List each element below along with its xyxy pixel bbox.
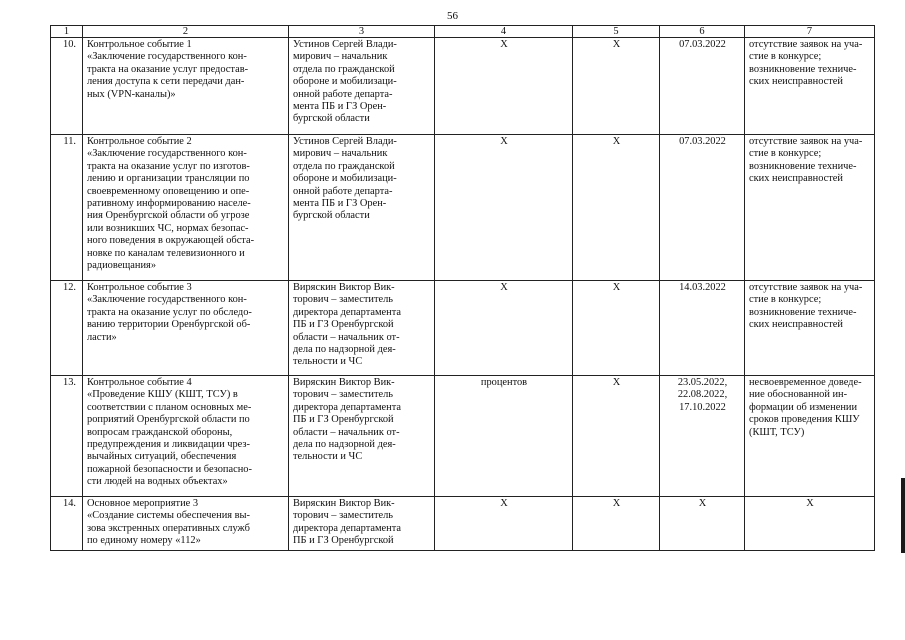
column-header: 7 bbox=[745, 26, 875, 38]
risk-cell: отсутствие заявок на уча- стие в конкурсе; возникновение техниче- ских неисправностей bbox=[745, 281, 875, 376]
row-number: 13. bbox=[51, 376, 83, 497]
plan-table bbox=[50, 25, 875, 551]
event-cell: Контрольное событие 2 «Заключение государственного кон- тракта на оказание услуг по изготов- лению и организации трансляции по своевременному оповещению и опе- ративному информированию населе- ния Оренбургской области об угрозе или возникших ЧС, нормах безопас- ного поведения в окружающей обста- новке по каналам телевизионного и радиовещания» bbox=[83, 135, 289, 281]
column-header: 5 bbox=[573, 26, 660, 38]
risk-cell: несвоевременное доведе- ние обоснованной ин- формации об изменении сроков проведения КШУ (КШТ, ТСУ) bbox=[745, 376, 875, 497]
page-number: 56 bbox=[447, 10, 458, 22]
row-number: 10. bbox=[51, 38, 83, 135]
risk-cell: Х bbox=[745, 497, 875, 551]
table-header-row bbox=[51, 26, 875, 38]
date-cell: 07.03.2022 bbox=[660, 135, 745, 281]
table-row bbox=[51, 281, 875, 376]
responsible-cell: Устинов Сергей Влади- мирович – начальник отдела по гражданской обороне и мобилизаци- онной работе департа- мента ПБ и ГЗ Орен- бургской области bbox=[289, 135, 435, 281]
responsible-cell: Устинов Сергей Влади- мирович – начальник отдела по гражданской обороне и мобилизаци- онной работе департа- мента ПБ и ГЗ Орен- бургской области bbox=[289, 38, 435, 135]
column-4-cell: Х bbox=[435, 281, 573, 376]
column-5-cell: Х bbox=[573, 135, 660, 281]
scan-edge-mark bbox=[901, 478, 905, 553]
risk-cell: отсутствие заявок на уча- стие в конкурсе; возникновение техниче- ских неисправностей bbox=[745, 38, 875, 135]
column-header: 3 bbox=[289, 26, 435, 38]
column-4-cell: процентов bbox=[435, 376, 573, 497]
column-5-cell: Х bbox=[573, 281, 660, 376]
event-cell: Контрольное событие 4 «Проведение КШУ (КШТ, ТСУ) в соответствии с планом основных ме- роприятий Оренбургской области по вопросам гражданской обороны, предупреждения и ликвидации чрез- вычайных ситуаций, обеспечения пожарной безопасности и безопасно- сти людей на водных объектах» bbox=[83, 376, 289, 497]
date-cell: 07.03.2022 bbox=[660, 38, 745, 135]
column-header: 6 bbox=[660, 26, 745, 38]
risk-cell: отсутствие заявок на уча- стие в конкурсе; возникновение техниче- ских неисправностей bbox=[745, 135, 875, 281]
event-cell: Основное мероприятие 3 «Создание системы обеспечения вы- зова экстренных оперативных служб по единому номеру «112» bbox=[83, 497, 289, 551]
column-4-cell: Х bbox=[435, 497, 573, 551]
table-row bbox=[51, 135, 875, 281]
date-cell: 23.05.2022, 22.08.2022, 17.10.2022 bbox=[660, 376, 745, 497]
row-number: 12. bbox=[51, 281, 83, 376]
responsible-cell: Виряскин Виктор Вик- торович – заместитель директора департамента ПБ и ГЗ Оренбургской области – начальник от- дела по надзорной дея- тельности и ЧС bbox=[289, 376, 435, 497]
event-cell: Контрольное событие 3 «Заключение государственного кон- тракта на оказание услуг по обследо- ванию территории Оренбургской об- ласти» bbox=[83, 281, 289, 376]
table-row bbox=[51, 497, 875, 551]
table-row bbox=[51, 38, 875, 135]
column-4-cell: Х bbox=[435, 135, 573, 281]
row-number: 14. bbox=[51, 497, 83, 551]
responsible-cell: Виряскин Виктор Вик- торович – заместитель директора департамента ПБ и ГЗ Оренбургской области – начальник от- дела по надзорной дея- тельности и ЧС bbox=[289, 281, 435, 376]
table-row bbox=[51, 376, 875, 497]
event-cell: Контрольное событие 1 «Заключение государственного кон- тракта на оказание услуг предостав- ления доступа к сети передачи дан- ных (VPN-каналы)» bbox=[83, 38, 289, 135]
column-header: 1 bbox=[51, 26, 83, 38]
responsible-cell: Виряскин Виктор Вик- торович – заместитель директора департамента ПБ и ГЗ Оренбургской bbox=[289, 497, 435, 551]
column-5-cell: Х bbox=[573, 376, 660, 497]
date-cell: Х bbox=[660, 497, 745, 551]
column-header: 2 bbox=[83, 26, 289, 38]
column-5-cell: Х bbox=[573, 38, 660, 135]
row-number: 11. bbox=[51, 135, 83, 281]
column-5-cell: Х bbox=[573, 497, 660, 551]
date-cell: 14.03.2022 bbox=[660, 281, 745, 376]
column-header: 4 bbox=[435, 26, 573, 38]
column-4-cell: Х bbox=[435, 38, 573, 135]
